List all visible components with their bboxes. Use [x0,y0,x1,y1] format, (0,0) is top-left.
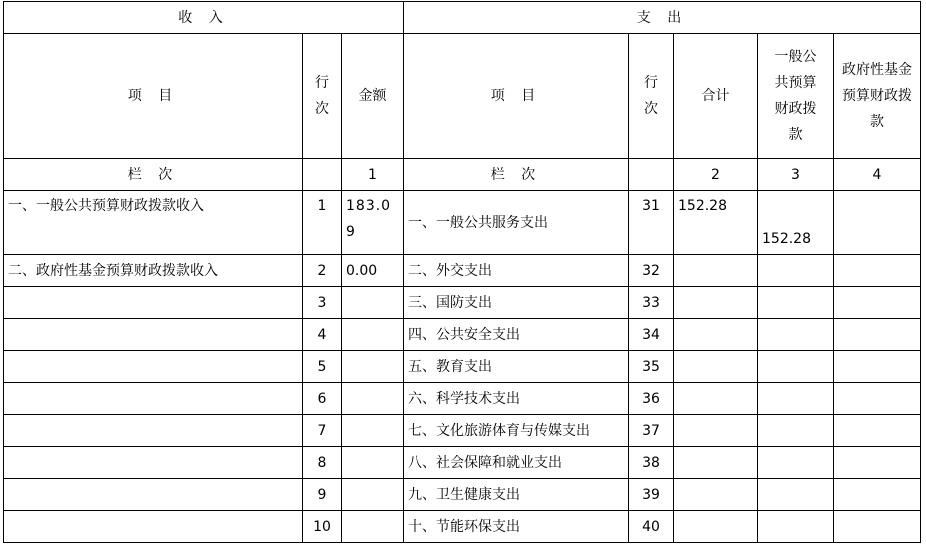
income-row-no: 8 [303,447,342,479]
expense-general [758,479,834,511]
expense-general [758,351,834,383]
expense-row-no: 36 [629,383,674,415]
general-col-no: 3 [758,159,834,191]
income-amount [342,319,404,351]
expense-fund [834,319,921,351]
expense-general [758,415,834,447]
income-item [4,447,303,479]
income-row-no: 1 [303,191,342,255]
expense-row-no: 31 [629,191,674,255]
income-header: 收 入 [4,2,404,34]
expense-row-no: 32 [629,255,674,287]
table-row [4,447,921,479]
expense-item: 十、节能环保支出 [404,511,629,543]
expense-item: 一、一般公共服务支出 [404,191,629,255]
fund-budget-header: 政府性基金预算财政拨款 [834,34,921,159]
expense-general [758,319,834,351]
income-amount [342,287,404,319]
table-row [4,415,921,447]
expense-item: 三、国防支出 [404,287,629,319]
income-row-no: 4 [303,319,342,351]
expense-fund [834,191,921,255]
income-amount [342,383,404,415]
expense-total [674,447,758,479]
expense-item: 五、教育支出 [404,351,629,383]
table-row [4,511,921,543]
income-amount [342,415,404,447]
income-item [4,383,303,415]
expense-fund [834,255,921,287]
expense-fund [834,383,921,415]
income-amount: 0.00 [342,255,404,287]
table-row [4,191,921,255]
income-row-no: 3 [303,287,342,319]
income-item: 一、一般公共预算财政拨款收入 [4,191,303,255]
income-row-no: 7 [303,415,342,447]
expense-item-header: 项 目 [404,34,629,159]
expense-general [758,511,834,543]
income-lanci-label: 栏 次 [4,159,303,191]
expense-general [758,447,834,479]
expense-item: 二、外交支出 [404,255,629,287]
expense-row-no: 34 [629,319,674,351]
income-item [4,479,303,511]
table-row [4,351,921,383]
expense-total [674,351,758,383]
income-item [4,511,303,543]
expense-row-no: 33 [629,287,674,319]
expense-fund [834,511,921,543]
income-row-no: 10 [303,511,342,543]
expense-total [674,255,758,287]
expense-row-no: 40 [629,511,674,543]
income-row-no: 9 [303,479,342,511]
expense-total [674,287,758,319]
expense-fund [834,447,921,479]
expense-fund [834,287,921,319]
table-row [4,383,921,415]
expense-rowno-header: 行次 [629,34,674,159]
income-row-no: 6 [303,383,342,415]
expense-total [674,511,758,543]
expense-total [674,479,758,511]
expense-row-no: 35 [629,351,674,383]
income-amount: 183.09 [342,191,404,255]
income-amount [342,511,404,543]
total-col-no: 2 [674,159,758,191]
expense-item: 四、公共安全支出 [404,319,629,351]
amount-col-no: 1 [342,159,404,191]
income-item-header: 项 目 [4,34,303,159]
expense-general [758,383,834,415]
expense-general: 152.28 [758,191,834,255]
expense-fund [834,351,921,383]
income-amount [342,479,404,511]
table-row [4,287,921,319]
table-row [4,479,921,511]
expense-total [674,415,758,447]
expense-item: 七、文化旅游体育与传媒支出 [404,415,629,447]
expense-general [758,255,834,287]
expense-row-no: 37 [629,415,674,447]
expense-header: 支 出 [404,2,921,34]
expense-row-no: 39 [629,479,674,511]
expense-item: 九、卫生健康支出 [404,479,629,511]
income-lanci-rowno [303,159,342,191]
budget-table [3,1,921,543]
expense-lanci-label: 栏 次 [404,159,629,191]
fund-col-no: 4 [834,159,921,191]
income-item: 二、政府性基金预算财政拨款收入 [4,255,303,287]
expense-row-no: 38 [629,447,674,479]
expense-total-header: 合计 [674,34,758,159]
table-row [4,319,921,351]
income-amount-header: 金额 [342,34,404,159]
general-budget-header: 一般公共预算财政拨款 [758,34,834,159]
income-amount [342,351,404,383]
expense-item: 六、科学技术支出 [404,383,629,415]
income-item [4,351,303,383]
expense-total: 152.28 [674,191,758,255]
expense-general [758,287,834,319]
expense-lanci-rowno [629,159,674,191]
income-item [4,287,303,319]
income-rowno-header: 行次 [303,34,342,159]
expense-fund [834,415,921,447]
expense-total [674,383,758,415]
income-item [4,319,303,351]
table-row [4,255,921,287]
expense-total [674,319,758,351]
expense-fund [834,479,921,511]
income-item [4,415,303,447]
income-row-no: 5 [303,351,342,383]
expense-item: 八、社会保障和就业支出 [404,447,629,479]
income-amount [342,447,404,479]
income-row-no: 2 [303,255,342,287]
